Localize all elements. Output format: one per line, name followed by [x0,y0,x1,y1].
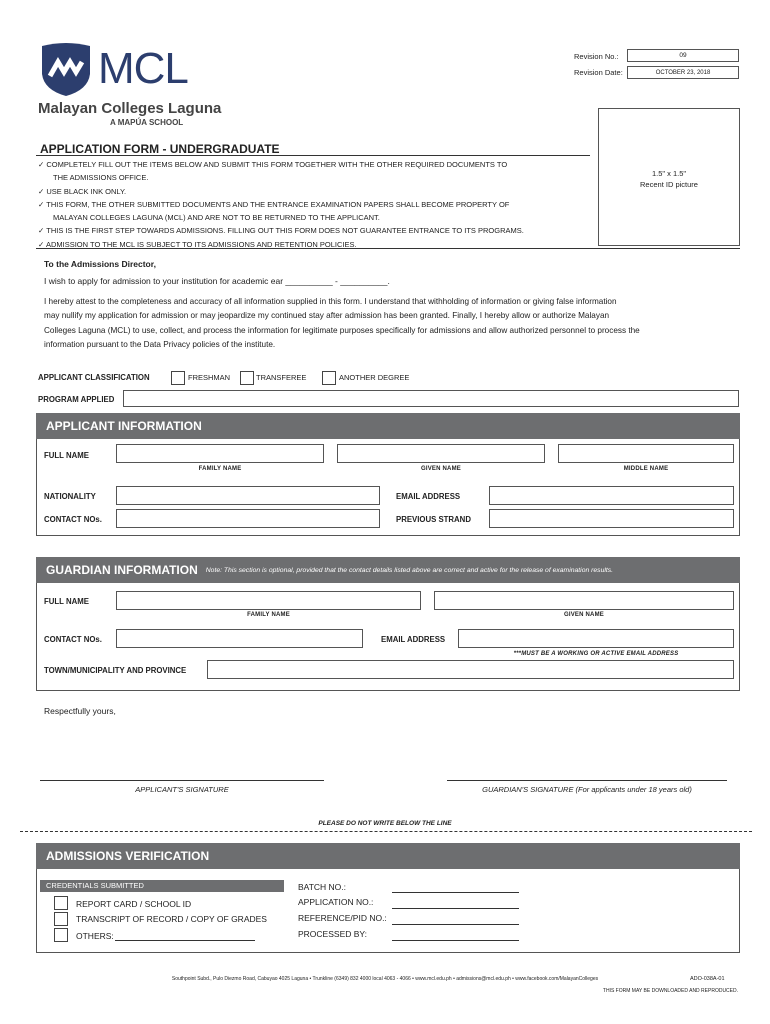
middle-name-caption: MIDDLE NAME [623,466,669,472]
instruction-item: ✓ THIS FORM, THE OTHER SUBMITTED DOCUMENTS AND THE ENTRANCE EXAMINATION PAPERS SHALL BECOME PROPERTY OF [38,199,510,209]
previous-strand-label: PREVIOUS STRAND [396,515,471,524]
others-line[interactable] [115,940,255,941]
others-checkbox[interactable] [54,928,68,942]
program-field[interactable] [123,390,739,407]
instructions-rule [36,248,740,249]
form-title: APPLICATION FORM - UNDERGRADUATE [40,142,280,156]
cut-line [20,831,752,832]
footer-address: Southpoint Subd., Pulo Diezmo Road, Cabuyao 4025 Laguna • Trunkline (6349) 832 4000 local 4063 - 4066 • www.mcl.edu.ph • admissions@mcl.edu.ph • www.facebook.com/MalayanColleges [171,976,599,982]
guardian-given-name-field[interactable] [434,591,734,610]
attest-line: may nullify my application for admission or may jeopardize my continued stay after admission has been granted. Finally, I hereby allow or authorize Malayan [44,311,610,321]
email-note: ***MUST BE A WORKING OR ACTIVE EMAIL ADDRESS [513,651,679,657]
guardian-family-name-field[interactable] [116,591,421,610]
applicant-email-label: EMAIL ADDRESS [396,492,461,501]
applicant-signature-line[interactable] [40,780,324,781]
nationality-label: NATIONALITY [44,492,96,501]
no-write-note: PLEASE DO NOT WRITE BELOW THE LINE [318,820,452,827]
instructions-list [38,158,598,251]
applicant-section-title: APPLICANT INFORMATION [36,413,740,439]
guardian-signature-line[interactable] [447,780,727,781]
applicant-email-field[interactable] [489,486,734,505]
previous-strand-field[interactable] [489,509,734,528]
town-label: TOWN/MUNICIPALITY AND PROVINCE [44,666,187,675]
reference-label: REFERENCE/PID NO.: [298,913,387,923]
instruction-item: THE ADMISSIONS OFFICE. [53,173,149,183]
applicant-signature-label: APPLICANT'S SIGNATURE [135,785,229,794]
transferee-label: TRANSFEREE [256,373,307,382]
applicant-middle-name-field[interactable] [558,444,734,463]
report-card-checkbox[interactable] [54,896,68,910]
attest-line: I hereby attest to the completeness and accuracy of all information supplied in this form. I understand that withholding of information or giving false information [44,297,617,306]
transferee-checkbox[interactable] [240,371,254,385]
reference-line[interactable] [392,924,519,925]
guardian-contact-field[interactable] [116,629,363,648]
school-name: Malayan Colleges Laguna [38,100,222,117]
applicant-contact-field[interactable] [116,509,380,528]
another-degree-checkbox[interactable] [322,371,336,385]
verification-title: ADMISSIONS VERIFICATION [36,843,740,869]
mcl-shield-icon [38,42,94,98]
instruction-item: ✓ COMPLETELY FILL OUT THE ITEMS BELOW AND SUBMIT THIS FORM TOGETHER WITH THE OTHER REQUIRED DOCUMENTS TO [38,160,508,169]
batch-label: BATCH NO.: [298,882,347,892]
attestation [44,295,734,352]
classification-label: APPLICANT CLASSIFICATION [38,373,150,382]
revision-label: Revision No.: [574,52,619,61]
guardian-email-field[interactable] [458,629,734,648]
applicant-contact-label: CONTACT NOs. [44,515,102,524]
instruction-item: ✓ USE BLACK INK ONLY. [38,186,127,196]
instruction-item: MALAYAN COLLEGES LAGUNA (MCL) AND ARE NOT TO BE RETURNED TO THE APPLICANT. [53,213,380,223]
id-photo-box[interactable] [598,108,740,246]
revision-date-value: OCTOBER 23, 2018 [627,66,739,79]
form-code: ADO-038A-01 [690,976,725,982]
given-name-caption: GIVEN NAME [420,466,461,472]
revision-value: 09 [627,49,739,62]
others-label: OTHERS: [76,931,114,941]
guardian-signature-label: GUARDIAN'S SIGNATURE (For applicants under 18 years old) [482,785,692,794]
title-rule [36,155,590,156]
guardian-note: Note: This section is optional, provided that the contact details listed above are correct and active for the release of examination results. [205,566,614,574]
instruction-item: ✓ THIS IS THE FIRST STEP TOWARDS ADMISSIONS. FILLING OUT THIS FORM DOES NOT GUARANTEE ENTRANCE TO ITS PROGRAMS. [38,226,524,236]
credentials-label: CREDENTIALS SUBMITTED [40,880,284,892]
transcript-label: TRANSCRIPT OF RECORD / COPY OF GRADES [76,914,267,924]
photo-size: 1.5" x 1.5" [651,169,687,178]
guardian-section-title [36,557,740,583]
guardian-contact-label: CONTACT NOs. [44,635,102,644]
applicant-given-name-field[interactable] [337,444,545,463]
processed-line[interactable] [392,940,519,941]
processed-label: PROCESSED BY: [298,929,367,939]
guardian-title-text: GUARDIAN INFORMATION [46,563,198,577]
applicant-family-name-field[interactable] [116,444,324,463]
transcript-checkbox[interactable] [54,912,68,926]
salutation: To the Admissions Director, [44,259,156,269]
nationality-field[interactable] [116,486,380,505]
reproduce-note: THIS FORM MAY BE DOWNLOADED AND REPRODUCED. [602,988,738,994]
batch-line[interactable] [392,892,519,893]
family-name-caption: FAMILY NAME [198,466,242,472]
application-line[interactable] [392,908,519,909]
another-degree-label: ANOTHER DEGREE [339,373,410,382]
guardian-email-label: EMAIL ADDRESS [381,635,446,644]
applicant-full-name-label: FULL NAME [44,451,89,460]
revision-date-label: Revision Date: [574,68,623,77]
closing: Respectfully yours, [44,706,116,716]
application-label: APPLICATION NO.: [298,897,374,907]
town-field[interactable] [207,660,734,679]
report-card-label: REPORT CARD / SCHOOL ID [76,899,192,909]
logo-text: MCL [98,44,188,93]
guardian-family-caption: FAMILY NAME [247,612,290,618]
school-tagline: A MAPÚA SCHOOL [110,118,184,127]
photo-caption: Recent ID picture [640,180,698,189]
attest-line: information pursuant to the Data Privacy policies of the institute. [44,339,276,349]
apply-line: I wish to apply for admission to your institution for academic ear __________ - __________. [44,276,390,286]
school-logo [38,42,222,132]
guardian-full-name-label: FULL NAME [44,597,89,606]
freshman-label: FRESHMAN [188,373,231,382]
guardian-given-caption: GIVEN NAME [563,612,604,618]
attest-line: Colleges Laguna (MCL) to use, collect, and process the information for legitimate purposes specifically for admissions and allow authorized personnel to process the [44,325,640,335]
freshman-checkbox[interactable] [171,371,185,385]
program-label: PROGRAM APPLIED [38,395,115,404]
instruction-item: ✓ ADMISSION TO THE MCL IS SUBJECT TO ITS ADMISSIONS AND RETENTION POLICIES. [38,239,357,249]
